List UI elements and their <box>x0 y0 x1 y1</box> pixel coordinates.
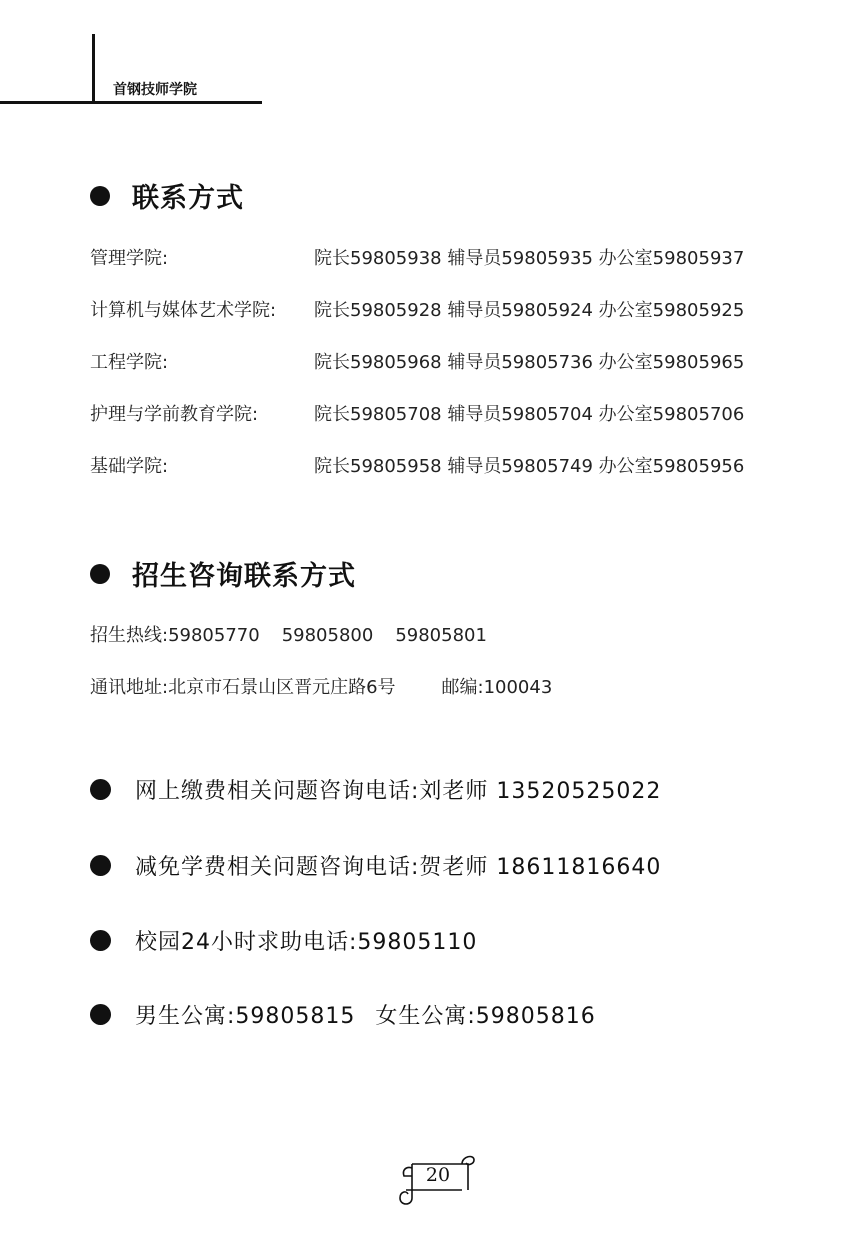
dept-numbers: 院长59805968 辅导员59805736 办公室59805965 <box>314 352 745 373</box>
admissions-heading <box>90 554 356 593</box>
dept-name: 基础学院: <box>90 456 169 477</box>
dept-numbers: 院长59805708 辅导员59805704 办公室59805706 <box>314 404 745 425</box>
female-dorm-phone: 女生公寓:59805816 <box>375 1004 596 1029</box>
page-number: 20 <box>425 1164 451 1186</box>
admissions-title: 招生咨询联系方式 <box>132 561 356 592</box>
bullet-dot-icon <box>90 186 110 206</box>
bullet-dot-icon <box>90 1004 111 1025</box>
hotline-number: 59805770 <box>168 625 260 646</box>
mailing-address: 通讯地址:北京市石景山区晋元庄路6号 <box>90 677 396 698</box>
header-vertical-rule <box>92 34 95 104</box>
hotline-label: 招生热线: <box>90 625 169 646</box>
phone-item-text <box>135 999 596 1030</box>
admissions-address <box>90 673 552 699</box>
dept-numbers: 院长59805958 辅导员59805749 办公室59805956 <box>314 456 745 477</box>
dept-numbers: 院长59805938 辅导员59805935 办公室59805937 <box>314 248 745 269</box>
phone-item-text: 校园24小时求助电话:59805110 <box>135 930 478 955</box>
phone-item <box>90 999 596 1030</box>
admissions-hotline <box>90 621 487 647</box>
contacts-title: 联系方式 <box>132 183 244 214</box>
dept-name: 计算机与媒体艺术学院: <box>90 300 277 321</box>
header-horizontal-rule <box>0 101 262 104</box>
hotline-number: 59805801 <box>395 625 487 646</box>
phone-item <box>90 774 661 805</box>
hotline-number: 59805800 <box>281 625 374 646</box>
phone-item <box>90 925 477 956</box>
postal-code: 邮编:100043 <box>441 677 553 698</box>
male-dorm-phone: 男生公寓:59805815 <box>135 1004 356 1029</box>
dept-name: 工程学院: <box>90 352 169 373</box>
bullet-dot-icon <box>90 930 111 951</box>
school-name: 首钢技师学院 <box>113 82 197 98</box>
bullet-dot-icon <box>90 855 111 876</box>
bullet-dot-icon <box>90 564 110 584</box>
dept-name: 护理与学前教育学院: <box>90 404 259 425</box>
phone-item-text: 减免学费相关问题咨询电话:贺老师 18611816640 <box>135 855 662 880</box>
phone-item <box>90 850 661 881</box>
dept-name: 管理学院: <box>90 248 169 269</box>
dept-numbers: 院长59805928 辅导员59805924 办公室59805925 <box>314 300 745 321</box>
page-number-badge <box>398 1150 476 1208</box>
bullet-dot-icon <box>90 779 111 800</box>
phone-item-text: 网上缴费相关问题咨询电话:刘老师 13520525022 <box>135 779 662 804</box>
contacts-heading <box>90 176 244 215</box>
